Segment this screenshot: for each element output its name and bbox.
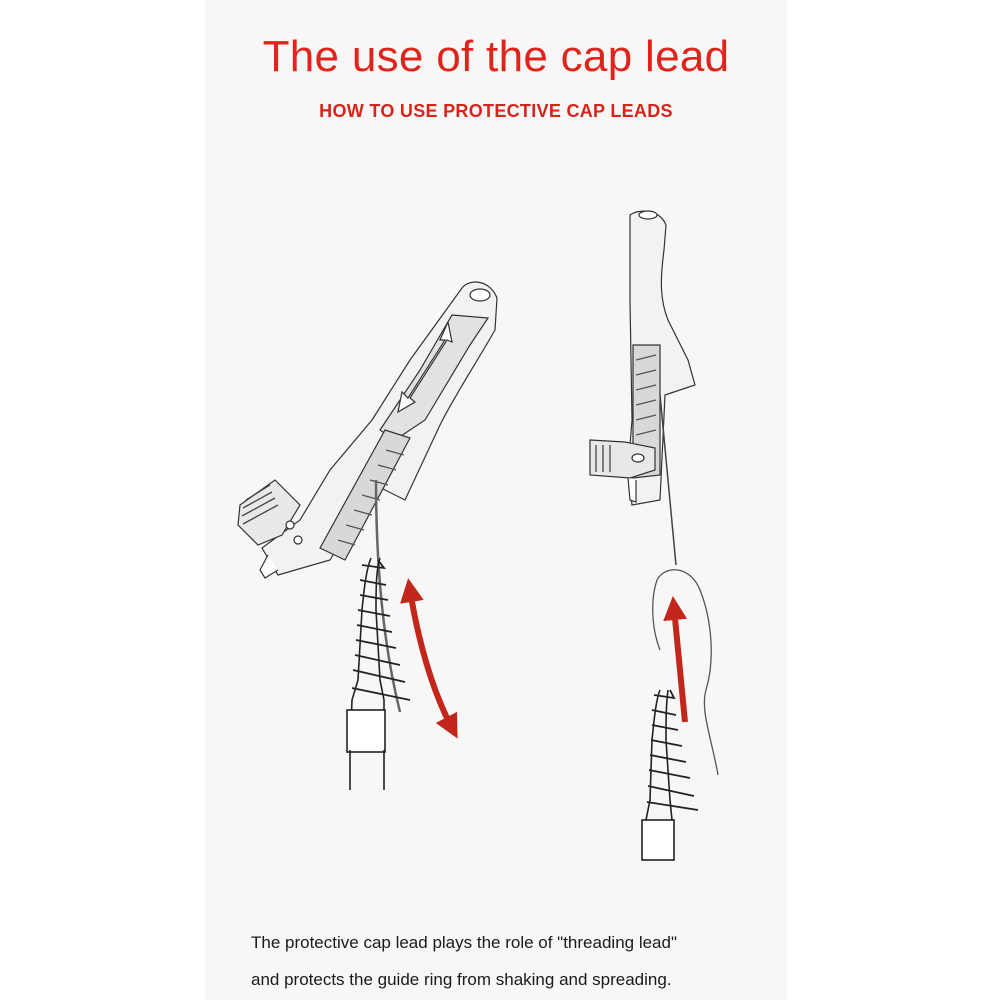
cap-lead-tilted-icon (238, 282, 497, 578)
rod-tip-left (347, 558, 410, 790)
rod-tip-right (642, 690, 698, 860)
cap-lead-upright-icon (590, 211, 695, 505)
pull-up-arrow (674, 608, 685, 722)
page-title: The use of the cap lead (262, 32, 730, 81)
caption-line-1: The protective cap lead plays the role of "threading lead" (251, 933, 677, 952)
page-subtitle: HOW TO USE PROTECTIVE CAP LEADS (319, 101, 673, 121)
caption-line-2: and protects the guide ring from shaking and spreading. (251, 970, 672, 989)
shake-arrow (410, 590, 452, 728)
thread-line-right (660, 395, 676, 565)
